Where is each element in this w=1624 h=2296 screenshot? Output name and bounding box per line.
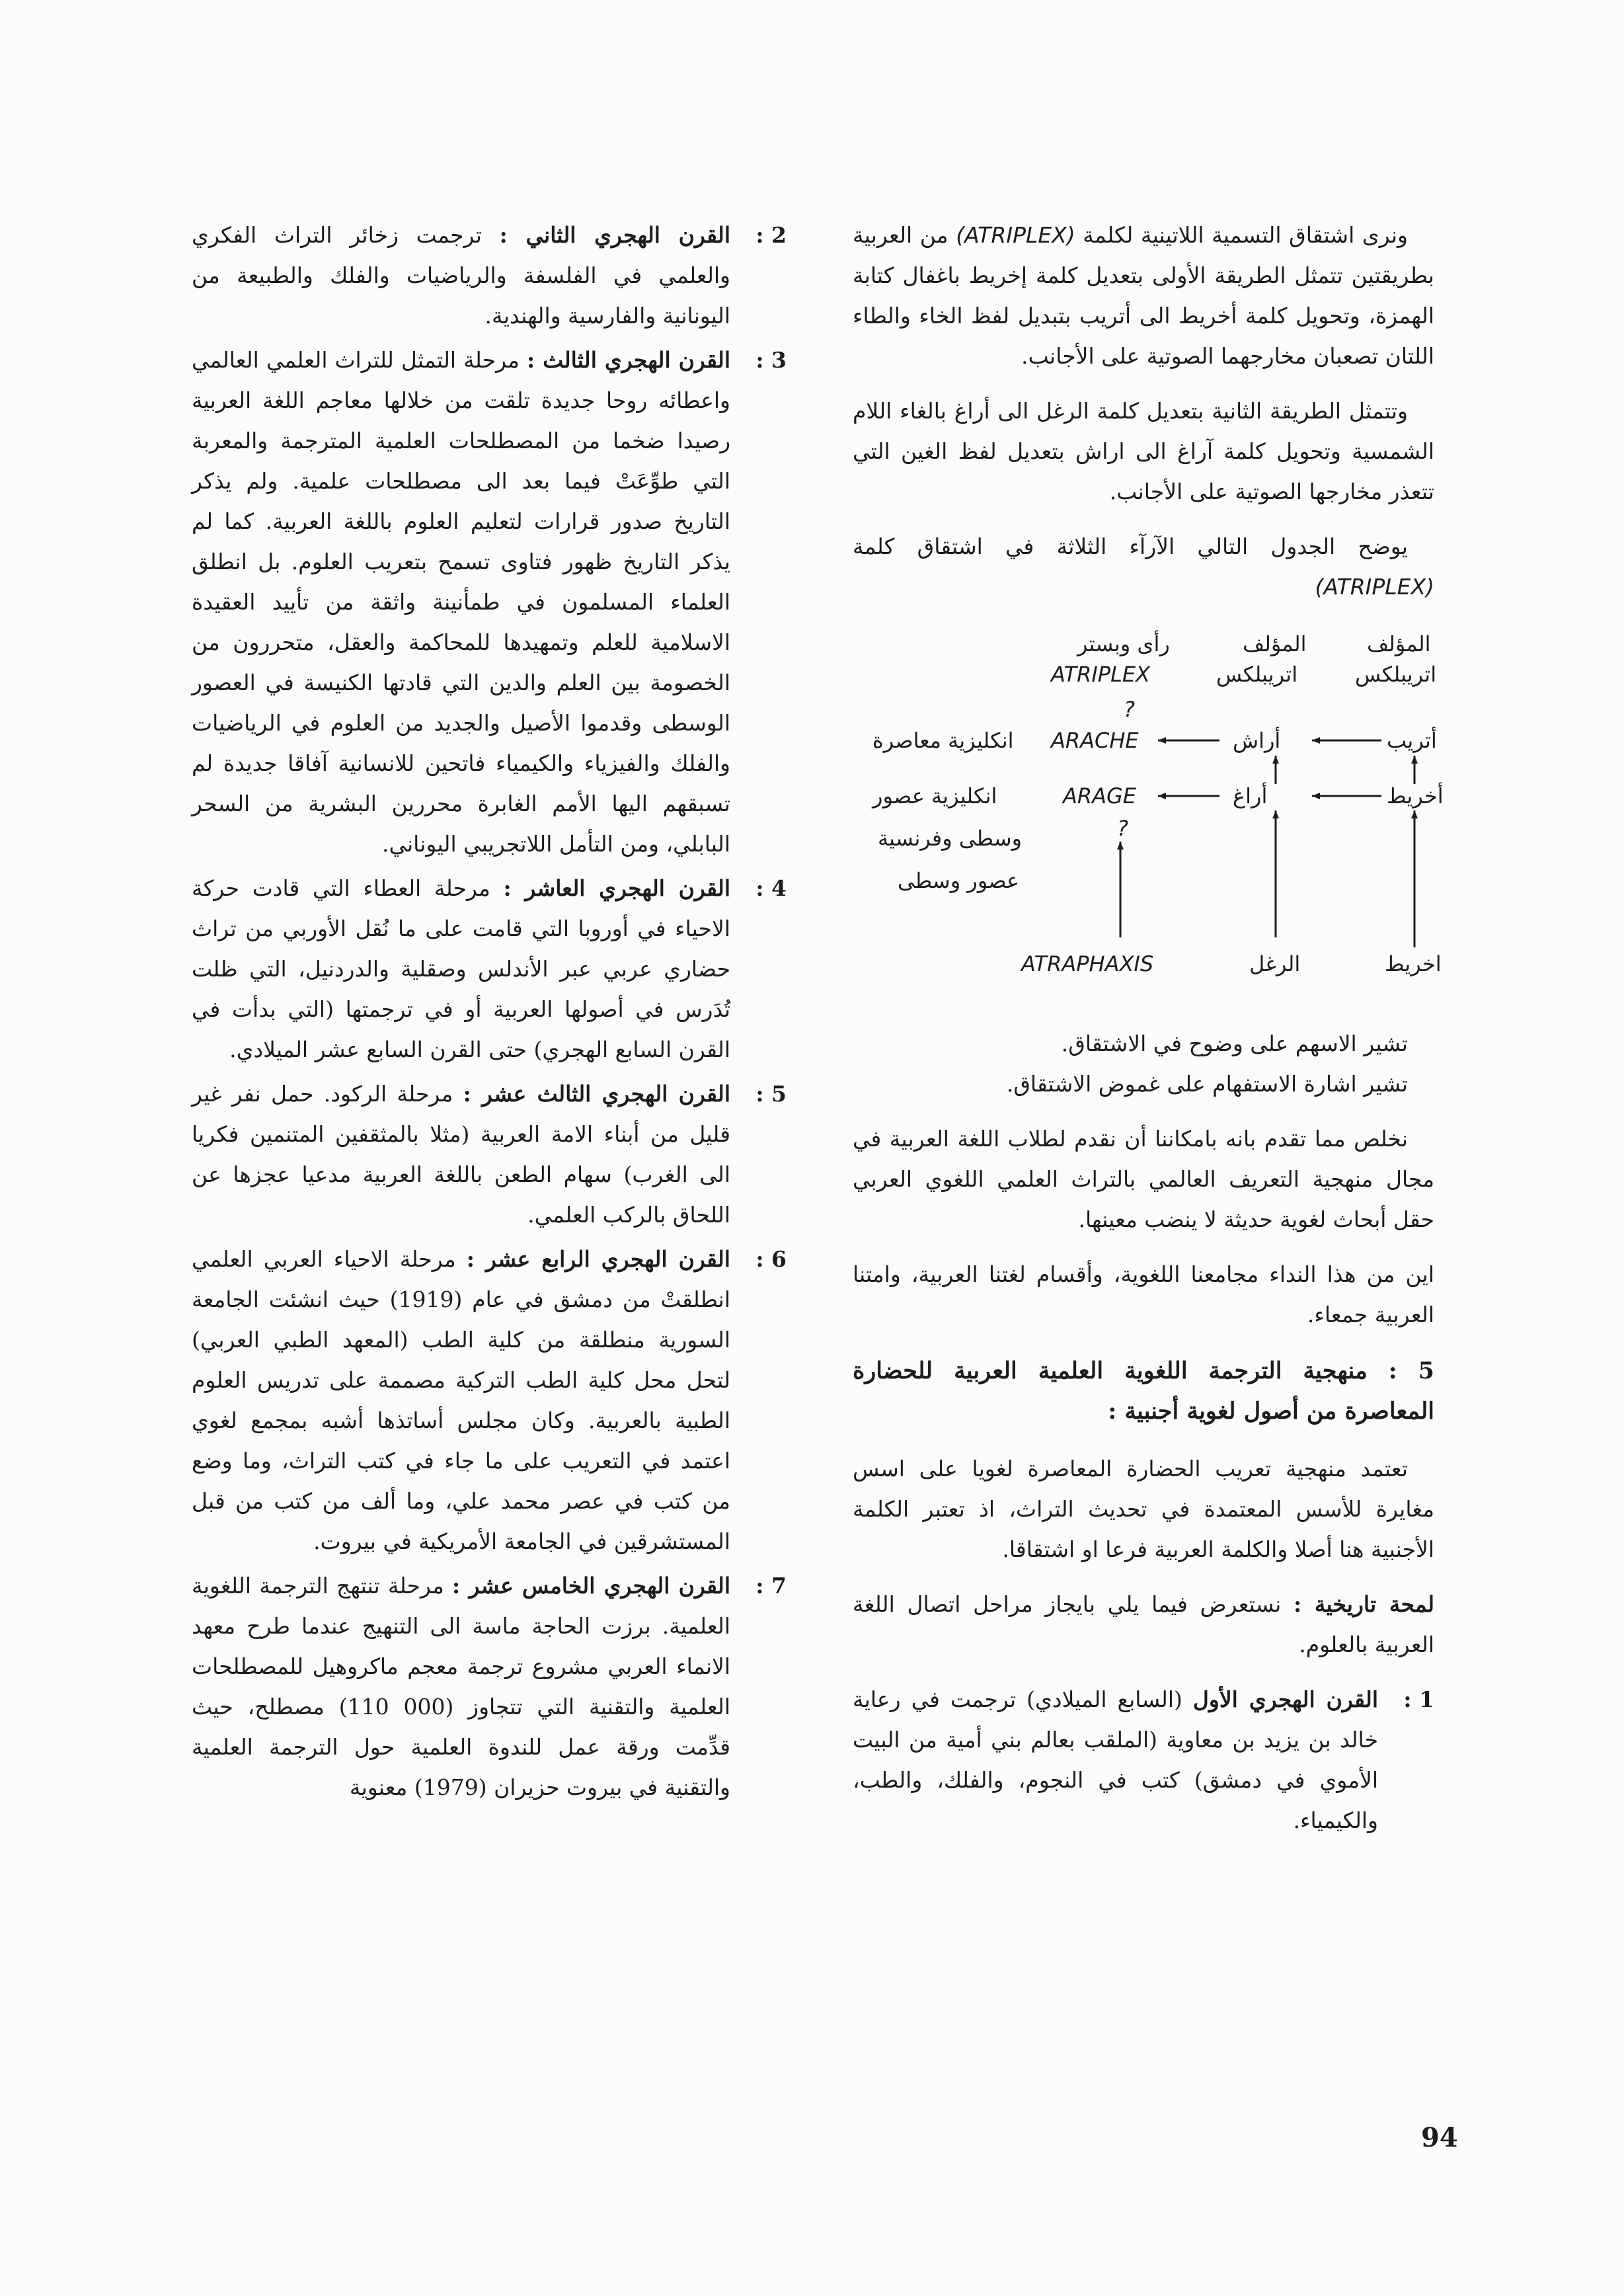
item-text: مرحلة الركود. حمل نفر غير قليل من أبناء الامة العربية (مثلا بالمثقفين المتنمين فكريا الى الغرب) سهام الطعن باللغة العربية مدعيا عجزها عن اللحاق بالركب العلمي. xyxy=(192,1081,730,1228)
left-column xyxy=(192,215,787,1811)
list-item xyxy=(853,1679,1434,1841)
item-number: 3 : xyxy=(755,347,787,373)
note-question-marks: تشير اشارة الاستفهام على غموض الاشتقاق. xyxy=(1006,1071,1408,1097)
question-mark-2: ? xyxy=(1117,816,1128,841)
item-text: مرحلة تنتهج الترجمة اللغوية العلمية. برزت الحاجة ماسة الى التنهيج عندما طرح معهد الانماء العربي مشروع ترجمة معجم ماكروهيل للمصطلحات العلمية والتقنية التي تتجاوز (000 110) مصطلح، حيث قدِّمت ورقة عمل للندوة العلمية حول الترجمة العلمية والتقنية في بيروت حزيران (1979) معنوية xyxy=(192,1573,731,1800)
paragraph-table-intro: يوضح الجدول التالي الآرآء الثلاثة في اشتقاق كلمة (ATRIPLEX) xyxy=(853,534,1434,600)
list-item xyxy=(192,868,787,1070)
paragraph-call: اين من هذا النداء مجامعنا اللغوية، وأقسام لغتنا العربية، وامتنا العربية جمعاء. xyxy=(853,1261,1434,1327)
list-item xyxy=(192,1565,787,1807)
word-atraphaxis: ATRAPHAXIS xyxy=(1021,951,1154,976)
word-arage: ARAGE xyxy=(1063,783,1137,809)
atriblex-arabic-2: اتريبلكس xyxy=(1216,662,1298,687)
item-number: 4 : xyxy=(755,875,787,901)
question-mark-1: ? xyxy=(1124,697,1135,722)
right-column xyxy=(853,215,1444,1844)
word-aragh: أراغ xyxy=(1233,783,1268,809)
bottom-word-ikhrit: اخريط xyxy=(1385,951,1442,976)
item-number: 2 : xyxy=(755,222,787,248)
item-title: القرن الهجري الثاني : xyxy=(499,222,730,248)
note-arrows: تشير الاسهم على وضوح في الاشتقاق. xyxy=(1061,1031,1408,1056)
section-heading-5: 5 : منهجية الترجمة اللغوية العلمية العربية للحضارة المعاصرة من أصول لغوية أجنبية : xyxy=(853,1357,1434,1425)
item-title: القرن الهجري الثالث : xyxy=(526,347,730,373)
list-item xyxy=(192,340,787,864)
paragraph-second-method: وتتمثل الطريقة الثانية بتعديل كلمة الرغل الى أراغ بالغاء اللام الشمسية وتحويل كلمة آراغ الى اراش بتعديل لفظ الغين التي تتعذر مخارجها الصوتية على الأجانب. xyxy=(853,398,1434,504)
bottom-word-raghl: الرغل xyxy=(1249,951,1301,976)
paragraph-methodology: تعتمد منهجية تعريب الحضارة المعاصرة لغويا على اسس مغايرة للأسس المعتمدة في تحديث التراث، اذ تعتبر الكلمة الأجنبية هنا أصلا والكلمة العربية فرعا او اشتقاقا. xyxy=(853,1456,1434,1562)
item-number: 7 : xyxy=(755,1573,787,1599)
etymology-diagram xyxy=(853,627,1444,997)
list-item xyxy=(192,215,787,336)
latin-term: (ATRIPLEX) xyxy=(1315,574,1434,600)
paragraph-conclusion: نخلص مما تقدم بانه بامكاننا أن نقدم لطلاب اللغة العربية في مجال منهجية التعريف العالمي بالتراث العلمي اللغوي العربي حقل أبحاث لغوية حديثة لا ينضب معينها. xyxy=(853,1126,1434,1232)
item-text: مرحلة العطاء التي قادت حركة الاحياء في أوروبا التي قامت على ما نُقل الأوربي من تراث حضاري عربي عبر الأندلس وصقلية والدردنيل، التي ظلت تُدَرس في أصولها العربية أو في ترجمتها (التي بدأت في القرن السابع الهجري) حتى القرن السابع عشر الميلادي. xyxy=(192,875,730,1062)
item-number: 5 : xyxy=(755,1081,787,1107)
list-item xyxy=(192,1074,787,1235)
word-atrib: أتريب xyxy=(1387,728,1437,753)
list-item xyxy=(192,1239,787,1562)
latin-term: (ATRIPLEX) xyxy=(956,222,1075,248)
page-number: 94 xyxy=(1421,2122,1458,2153)
word-arache: ARACHE xyxy=(1051,728,1139,753)
item-title: القرن الهجري الثالث عشر : xyxy=(463,1081,730,1107)
item-title: القرن الهجري العاشر : xyxy=(503,875,730,901)
item-title: القرن الهجري الأول xyxy=(1192,1686,1379,1712)
item-text: مرحلة الاحياء العربي العلمي انطلقتْ من دمشق في عام (1919) حيث انشئت الجامعة السورية منطلقة من كلية الطب (المعهد الطبي العربي) لتحل محل كلية الطب التركية مصممة على تدريس العلوم الطبية بالعربية. وكان مجلس أساتذها أشبه بمجمع لغوي اعتمد في التعريب على ما جاء في كتب التراث، وما وضع من كتب في عصر محمد علي، وما ألف من كتب من قبل المستشرقين في الجامعة الأمريكية في بيروت. xyxy=(192,1246,730,1554)
item-text: مرحلة التمثل للتراث العلمي العالمي واعطائه روحا جديدة تلقت من خلالها معاجم اللغة العربية رصيدا ضخما من المصطلحات العلمية المترجمة والمعربة التي طوِّعَتْ فيما بعد الى مصطلحات علمية. ولم يذكر التاريخ صدور قرارات لتعليم العلوم باللغة العربية. كما لم يذكر التاريخ ظهور فتاوى تسمح بتعريب العلوم. بل انطلق العلماء المسلمون في طمأنينة واثقة من تأييد العقيدة الاسلامية للعلم وتمهيدها للمحاكمة والعقل، متحررون من الخصومة بين العلم والدين التي قادتها الكنيسة في العصور الوسطى وقدموا الأصيل والجديد من العلوم في الرياضيات والفلك والفيزياء والكيمياء فاتحين للانسانية آفاقا جديدة لم تسبقهم اليها الأمم الغابرة محررين البشرية من السحر البابلي، ومن التأمل اللاتجريبي اليوناني. xyxy=(192,347,730,857)
word-arash: أراش xyxy=(1233,728,1281,753)
atriplex-latin: ATRIPLEX xyxy=(1051,662,1151,687)
item-text: (السابع الميلادي) ترجمت في رعاية خالد بن يزيد بن معاوية (الملقب بعالم بني أمية من البيت الأموي في دمشق) كتب في النجوم، والفلك، والطب، والكيمياء. xyxy=(853,1686,1378,1833)
header-author-1: المؤلف xyxy=(1367,631,1431,656)
label-medieval-2: وسطى وفرنسية xyxy=(878,826,1023,851)
atriblex-arabic-1: اتريبلكس xyxy=(1355,662,1437,687)
item-number: 6 : xyxy=(755,1246,787,1272)
label-modern-english: انكليزية معاصرة xyxy=(872,728,1014,753)
item-number: 1 : xyxy=(1403,1686,1434,1712)
item-title: القرن الهجري الخامس عشر : xyxy=(452,1573,730,1599)
label-medieval-1: انكليزية عصور xyxy=(872,783,997,809)
header-author-2: المؤلف xyxy=(1243,631,1307,656)
paragraph-etymology-intro: ونرى اشتقاق التسمية اللاتينية لكلمة (ATRIPLEX) من العربية بطريقتين تتمثل الطريقة الأولى بتعديل كلمة إخريط باغفال كتابة الهمزة، وتحويل كلمة أخريط الى أتريب بتبديل لفظ الخاء والطاء اللتان تصعبان مخارجهما الصوتية على الأجانب. xyxy=(853,222,1434,369)
item-text: ترجمت زخائر التراث الفكري والعلمي في الفلسفة والرياضيات والفلك والطبيعة من اليونانية والفارسية والهندية. xyxy=(192,222,730,329)
word-akhrit: أخريط xyxy=(1387,783,1444,809)
paragraph-historical-overview: لمحة تاريخية : نستعرض فيما يلي بايجاز مراحل اتصال اللغة العربية بالعلوم. xyxy=(853,1591,1435,1657)
header-webster: رأى وبستر xyxy=(1077,631,1170,656)
label-medieval-3: عصور وسطى xyxy=(898,868,1020,893)
item-title: القرن الهجري الرابع عشر : xyxy=(466,1246,730,1272)
